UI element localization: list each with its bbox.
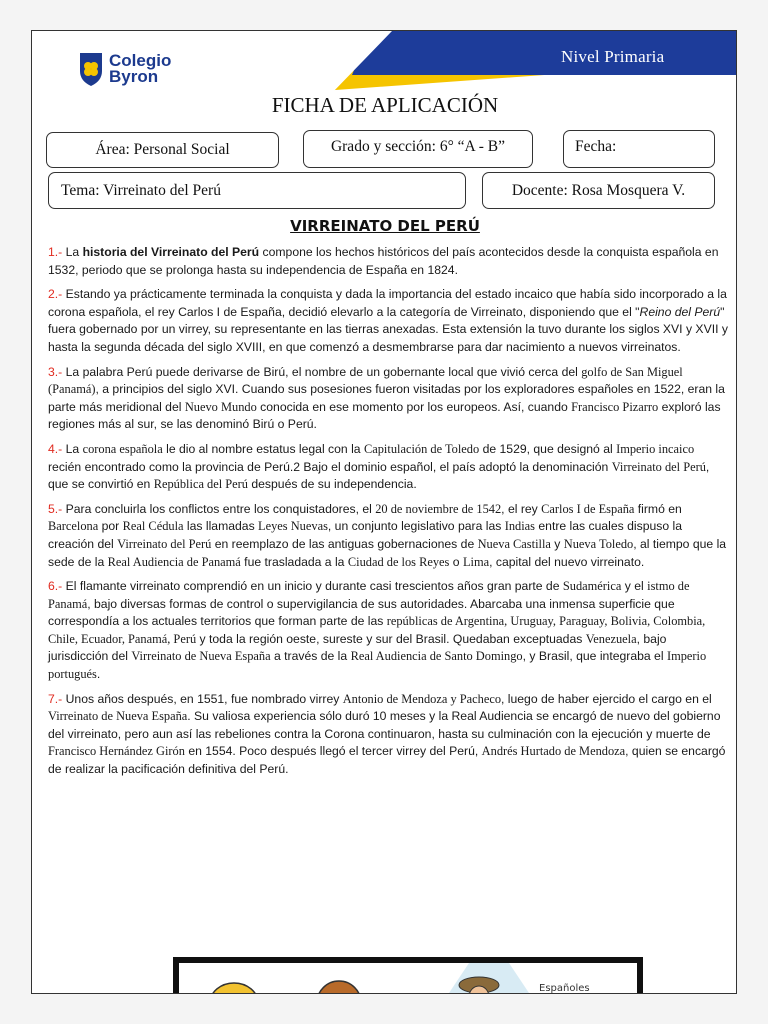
text-run: , luego de haber ejercido el cargo en el: [501, 691, 712, 706]
worksheet-page: [31, 30, 737, 994]
tema-field: Tema: Virreinato del Perú: [61, 181, 221, 199]
fecha-field: Fecha:: [575, 138, 617, 155]
paragraph-number: 5.-: [48, 501, 63, 516]
text-run: y el: [621, 579, 648, 594]
text-run-link: Sudamérica: [562, 579, 622, 594]
text-run-link: Nuevo Mundo: [184, 399, 257, 414]
body-text: [48, 244, 728, 786]
text-run: por: [98, 519, 123, 534]
text-run: le dio al nombre estatus legal con la: [162, 441, 364, 456]
text-run-link: Nueva Toledo: [563, 536, 634, 551]
text-run: , un conjunto legislativo para las: [327, 519, 505, 534]
text-run-link: Virreinato de Nueva España: [131, 649, 271, 664]
paragraph-2: [48, 286, 728, 356]
text-run: Para concluirla los conflictos entre los conquistadores, el: [65, 501, 376, 516]
text-run-link: Ciudad de los Reyes: [347, 554, 450, 569]
logo-line1: Colegio: [109, 51, 172, 70]
paragraph-7: [48, 691, 728, 779]
text-run: recién encontrado como la provincia de Perú.2 Bajo el dominio español, el país adoptó la denominación: [48, 459, 612, 474]
section-title: VIRREINATO DEL PERÚ: [290, 217, 480, 235]
grado-field: Grado y sección: 6° “A - B”: [330, 138, 506, 155]
text-run: .: [96, 667, 101, 682]
text-run: en 1554. Poco después llegó el tercer virrey del Perú,: [184, 744, 482, 759]
text-run: . Su valiosa experiencia sólo duró 10 meses y la Real Audiencia se encargó de nuevo del gobierno del virreinato, pero aun así las rebeliones contra la Corona continuaron, hasta su culminación con la ejecución y muerte de: [48, 709, 721, 741]
text-run-link: República del Perú: [153, 477, 248, 492]
text-run-link: corona española: [82, 441, 163, 456]
paragraph-number: 2.-: [48, 287, 63, 302]
text-run-link: Indias: [504, 519, 535, 534]
paragraph-3: [48, 364, 728, 434]
text-run: entre las cuales dispuso la creación del: [48, 519, 683, 551]
text-run-italic: Reino del Perú: [639, 304, 721, 319]
text-run-link: Real Audiencia de Panamá: [107, 554, 241, 569]
text-run-link: Capitulación de Toledo: [363, 441, 480, 456]
text-run: Unos años después, en 1551, fue nombrado virrey: [65, 691, 343, 706]
text-run-link: Imperio portugués: [48, 649, 707, 682]
text-run: las llamadas: [183, 519, 259, 534]
text-run: , capital del nuevo virreinato.: [489, 554, 645, 569]
docente-field: Docente: Rosa Mosquera V.: [511, 181, 686, 199]
area-field: Área: Personal Social: [95, 141, 230, 158]
text-run-link: Virreinato de Nueva España: [48, 709, 188, 724]
text-run: , al tiempo que la sede de la: [48, 536, 727, 569]
text-run-link: Leyes Nuevas: [258, 519, 328, 534]
text-run: " fuera gobernado por un virrey, su representante en las tierras anexadas. Esta extensión la tuvo durante los siglos XVI y XVII y hasta la segunda década del siglo XVIII, en que comenzó a desmembrarse para dar nacimiento a nuevos virreinatos.: [48, 304, 728, 354]
school-logo: [78, 51, 171, 87]
paragraph-number: 1.-: [48, 245, 63, 259]
level-label: Nivel Primaria: [561, 47, 665, 66]
docente-box: [482, 172, 715, 209]
text-run: La palabra Perú puede derivarse de Birú, el nombre de un gobernante local que vivió cerca del: [65, 364, 582, 379]
illustration-canvas: [179, 963, 637, 994]
document-title: FICHA DE APLICACIÓN: [271, 93, 499, 117]
paragraph-number: 7.-: [48, 691, 63, 706]
text-run-link: 20 de noviembre de 1542: [375, 501, 502, 516]
text-run-link: Carlos I de España: [541, 501, 635, 516]
text-run-link: Virreinato del Perú: [117, 536, 212, 551]
child-figure-2-icon: [317, 981, 361, 994]
paragraph-6: [48, 578, 728, 684]
text-run-link: Nueva Castilla: [477, 536, 551, 551]
text-run: conocida en ese momento por los europeos. Así, cuando: [256, 399, 572, 414]
text-run: en reemplazo de las antiguas gobernaciones de: [211, 536, 478, 551]
illustration-label: Españoles: [539, 983, 590, 994]
text-run: La: [65, 441, 83, 456]
text-run: fue trasladada a la: [240, 554, 348, 569]
grado-box: [303, 130, 533, 168]
text-run: , bajo diversas formas de control o supervigilancia de sus autoridades. Abarcaba una inmensa superficie que correspondía a los actuales territorios que forman parte de las: [48, 596, 675, 629]
illustration-panel: [173, 957, 643, 994]
text-run-link: golfo de San Miguel (Panamá): [48, 364, 683, 397]
paragraph-number: 3.-: [48, 364, 63, 379]
text-run-link: Virreinato del Perú: [611, 459, 706, 474]
text-run: , a principios del siglo XVI. Cuando sus posesiones fueron visitadas por los exploradores españoles en 1522, eran la parte más meridional del: [48, 382, 725, 414]
text-run: y toda la región oeste, sureste y sur del Brasil. Quedaban exceptuadas: [196, 631, 586, 646]
text-run-link: Venezuela: [585, 631, 637, 646]
text-run-link: Francisco Pizarro: [571, 399, 659, 414]
text-run: , quien se encargó de realizar la pacificación definitiva del Perú.: [48, 744, 726, 777]
text-run: después de su independencia.: [247, 477, 417, 492]
text-run: , que se convirtió en: [48, 459, 710, 492]
text-run-link: Imperio incaico: [616, 441, 695, 456]
text-run-link: Lima: [462, 554, 490, 569]
text-run-bold: historia del Virreinato del Perú: [82, 245, 260, 259]
text-run-link: Francisco Hernández Girón: [48, 744, 185, 759]
text-run-link: Real Audiencia de Santo Domingo: [350, 649, 523, 664]
text-run-link: Antonio de Mendoza y Pacheco: [342, 691, 502, 706]
paragraph-1: [48, 244, 728, 279]
text-run-link: Andrés Hurtado de Mendoza: [481, 744, 626, 759]
text-run: de 1529, que designó al: [479, 441, 617, 456]
text-run: o: [449, 554, 463, 569]
fecha-box: [563, 130, 715, 168]
text-run: compone los hechos históricos del país acontecidos desde la conquista española en 1532, periodo que se prolonga hasta su independencia de España en 1824.: [48, 245, 719, 277]
text-run: a través de la: [270, 649, 351, 664]
text-run: Estando ya prácticamente terminada la conquista y dada la importancia del estado incaico que había sido incorporado a la corona española, el rey Carlos I de España, decidió elevarlo a la categoría de Virreinato, disponiendo que el ": [48, 287, 727, 319]
text-run: El flamante virreinato comprendió en un inicio y durante casi trescientos años gran parte de: [65, 579, 563, 594]
text-run: , el rey: [501, 501, 542, 516]
area-box: [46, 132, 279, 168]
logo-line2: Byron: [109, 67, 159, 86]
text-run: , bajo jurisdicción del: [48, 631, 667, 664]
text-run: firmó en: [634, 501, 682, 516]
tema-box: [48, 172, 466, 209]
paragraph-number: 4.-: [48, 441, 63, 456]
paragraph-5: [48, 501, 728, 571]
text-run: exploró las regiones más al sur, se las denominó Birú o Perú.: [48, 399, 721, 432]
text-run-link: istmo de Panamá: [48, 579, 690, 611]
text-run-link: repúblicas de Argentina, Uruguay, Paraguay, Bolivia, Colombia, Chile, Ecuador, Panamá, Perú: [48, 614, 706, 646]
school-name: [109, 53, 171, 85]
paragraph-4: [48, 441, 728, 494]
shield-logo-icon: [78, 51, 104, 87]
text-run: y: [550, 536, 564, 551]
paragraph-number: 6.-: [48, 579, 63, 594]
text-run: La: [65, 245, 83, 259]
child-figure-1-icon: [210, 983, 258, 994]
text-run-link: Real Cédula: [122, 519, 184, 534]
text-run-link: Barcelona: [48, 519, 99, 534]
text-run: , y Brasil, que integraba el: [522, 649, 667, 664]
